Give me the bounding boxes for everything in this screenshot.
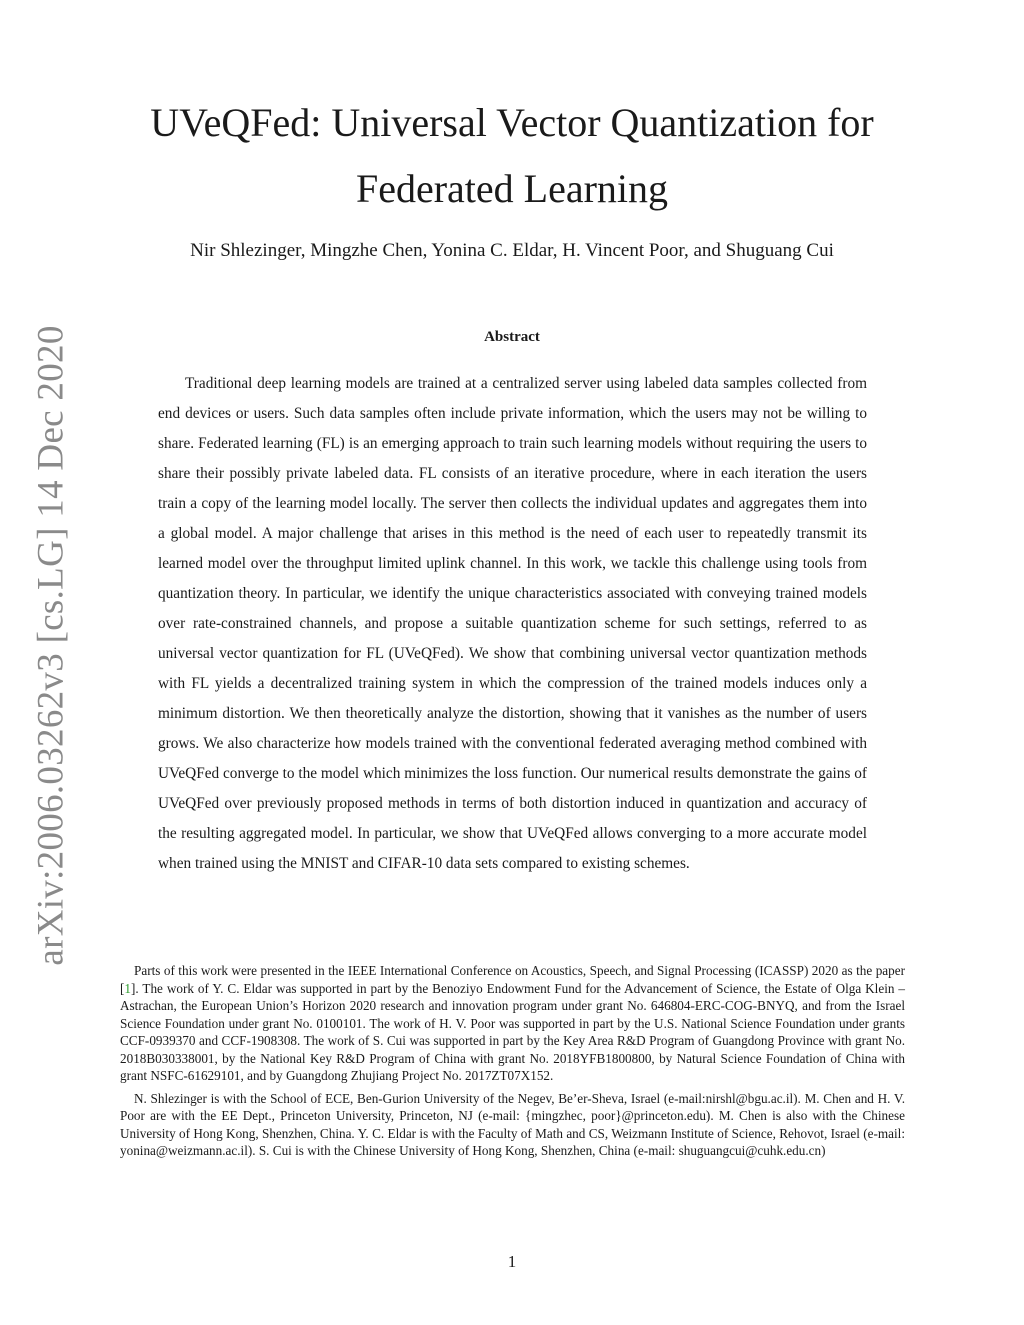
title-line-1: UVeQFed: Universal Vector Quantization for — [150, 100, 874, 145]
footnote-funding-part1: Parts of this work were presented in the IEEE International Conference on Acoustics, Speech, and Signal Processing (ICASSP) 2020 as the paper [ — [120, 963, 905, 996]
paper-title — [112, 90, 912, 222]
title-line-2: Federated Learning — [355, 166, 669, 211]
author-list: Nir Shlezinger, Mingzhe Chen, Yonina C. Eldar, H. Vincent Poor, and Shuguang Cui — [190, 240, 834, 261]
abstract-text: Traditional deep learning models are trained at a centralized server using labeled data samples collected from end devices or users. Such data samples often include private information, which the users may not be willing to share. Federated learning (FL) is an emerging approach to train such learning models without requiring the users to share their possibly private labeled data. FL consists of an iterative procedure, where in each iteration the users train a copy of the learning model locally. The server then collects the individual updates and aggregates them into a global model. A major challenge that arises in this method is the need of each user to repeatedly transmit its learned model over the throughput limited uplink channel. In this work, we tackle this challenge using tools from quantization theory. In particular, we identify the unique characteristics associated with conveying trained models over rate-constrained channels, and propose a suitable quantization scheme for such settings, referred to as universal vector quantization for FL (UVeQFed). We show that combining universal vector quantization methods with FL yields a decentralized training system in which the compression of the trained models induces only a minimum distortion. We then theoretically analyze the distortion, showing that it vanishes as the number of users grows. We also characterize how models trained with the conventional federated averaging method combined with UVeQFed converge to the model which minimizes the loss function. Our numerical results demonstrate the gains of UVeQFed over previously proposed methods in terms of both distortion induced in quantization and accuracy of the resulting aggregated model. In particular, we show that UVeQFed allows converging to a more accurate model when trained using the MNIST and CIFAR-10 data sets compared to existing schemes. — [158, 375, 867, 872]
citation-link[interactable]: 1 — [124, 980, 131, 996]
abstract-heading: Abstract — [484, 329, 540, 345]
page-number: 1 — [507, 1252, 517, 1271]
footnotes — [120, 962, 905, 1165]
footnote-affiliations: N. Shlezinger is with the School of ECE, Ben-Gurion University of the Negev, Be’er-Sheva, Israel (e-mail:nirshl@bgu.ac.il). M. Chen and H. V. Poor are with the EE Dept., Princeton University, Princeton, NJ (e-mail: {mingzhec, poor}@princeton.edu). M. Chen is also with the Chinese University of Hong Kong, Shenzhen, China. Y. C. Eldar is with the Faculty of Math and CS, Weizmann Institute of Science, Rehovot, Israel (e-mail: yonina@weizmann.ac.il). S. Cui is with the Chinese University of Hong Kong, Shenzhen, China (e-mail: shuguangcui@cuhk.edu.cn) — [120, 1090, 905, 1158]
footnote-funding — [120, 962, 905, 1085]
arxiv-identifier-stamp — [28, 324, 74, 966]
footnote-funding-part2: ]. The work of Y. C. Eldar was supported in part by the Benoziyo Endowment Fund for the Advancement of Science, the Estate of Olga Klein – Astrachan, the European Union’s Horizon 2020 research and innovation program under grant No. 646804-ERC-COG-BNYQ, and from the Israel Science Foundation under grant No. 0100101. The work of H. V. Poor was supported in part by the U.S. National Science Foundation under grants CCF-0939370 and CCF-1908308. The work of S. Cui was supported in part by the Key Area R&D Program of Guangdong Province with grant No. 2018B030338001, by the National Key R&D Program of China with grant No. 2018YFB1800800, by Natural Science Foundation of China with grant NSFC-61629101, and by Guangdong Zhujiang Project No. 2017ZT07X152. — [120, 980, 905, 1083]
arxiv-identifier-text: arXiv:2006.03262v3 [cs.LG] 14 Dec 2020 — [30, 324, 72, 966]
